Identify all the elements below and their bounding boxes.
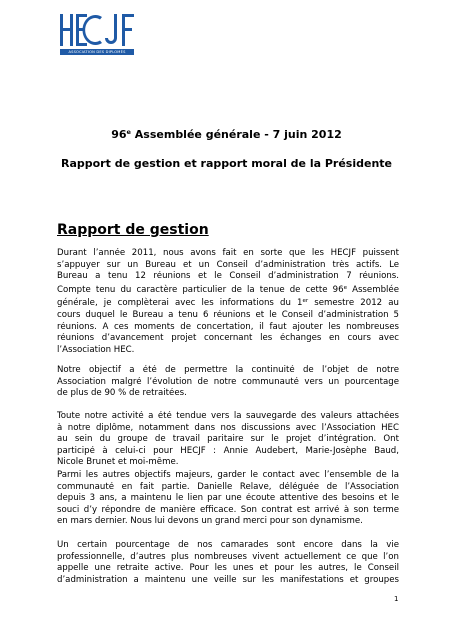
paragraph-line: participé à celui-ci pour HECJF : Annie Audebert, Marie-Josèphe Baud, [57, 445, 399, 456]
paragraph-line: Bureau a tenu 12 réunions et le Conseil d’administration 7 réunions. [57, 271, 399, 282]
paragraph-line: d’administration a maintenu une veille sur les manifestations et groupes [57, 574, 399, 585]
ordinal-suffix: er [302, 298, 309, 305]
paragraph-2 [57, 365, 399, 400]
paragraph-line: depuis 3 ans, a maintenu le lien par une écoute attentive des besoins et le [57, 493, 399, 504]
line-text: Assemblée [346, 284, 399, 295]
paragraph-line: Toute notre activité a été tendue vers la sauvegarde des valeurs attachées [57, 411, 399, 421]
paragraph-line [57, 296, 399, 310]
paragraph-line: appelle une retraite active. Pour les unes et pour les autres, le Conseil [57, 563, 399, 574]
paragraph-1 [57, 248, 399, 356]
page-number: 1 [394, 595, 399, 603]
assembly-title: Assemblée générale - 7 juin 2012 [130, 128, 342, 141]
assembly-heading [0, 128, 453, 141]
paragraph-line: en mars dernier. Nous lui devons un grand merci pour son dynamisme. [57, 516, 363, 527]
assembly-ordinal-suffix: e [126, 128, 131, 136]
section-title: Rapport de gestion [57, 222, 209, 238]
paragraph-line: Parmi les autres objectifs majeurs, garder le contact avec l’ensemble de la [57, 470, 399, 480]
report-subtitle: Rapport de gestion et rapport moral de la Présidente [60, 157, 393, 170]
paragraph-5 [57, 540, 399, 586]
paragraph-line: cours duquel le Bureau a tenu 6 réunions et le Conseil d’administration 5 [57, 309, 399, 320]
paragraph-line: réunions. A ces moments de concertation, il faut ajouter les nombreuses [57, 321, 399, 332]
paragraph-line [57, 283, 399, 297]
paragraph-line: s’appuyer sur un Bureau et un Conseil d’administration très actifs. Le [57, 259, 399, 270]
paragraph-line: réunions d’avancement projet concernant les échanges en cours avec [57, 333, 399, 344]
paragraph-4 [57, 470, 399, 528]
paragraph-line: Durant l’année 2011, nous avons fait en sorte que les HECJF puissent [57, 248, 399, 258]
paragraph-line: l’Association HEC. [57, 344, 135, 355]
paragraph-line: Nicole Brunet et moi-même. [57, 457, 179, 468]
paragraph-line: de plus de 90 % de retraitées. [57, 388, 187, 399]
line-text: semestre 2012 au [308, 298, 399, 309]
hecjf-logo-mark [60, 12, 134, 48]
paragraph-line: professionnelle, d’autres plus nombreuses vivent actuellement ce que l’on [57, 551, 399, 562]
assembly-number: 96 [111, 128, 127, 141]
line-text: Compte tenu du caractère particulier de la tenue de cette 96 [57, 284, 344, 295]
paragraph-line: communauté en fait partie. Danielle Relave, déléguée de l’Association [57, 481, 399, 492]
logo-tagline: ASSOCIATION DES DIPLOMÉS [60, 49, 134, 55]
paragraph-line: Un certain pourcentage de nos camarades sont encore dans la vie [57, 540, 399, 550]
ordinal-suffix: e [343, 284, 347, 291]
hecjf-logo [60, 12, 134, 55]
paragraph-line: à notre diplôme, notamment dans nos discussions avec l’Association HEC [57, 422, 399, 433]
paragraph-line: Association malgré l’évolution de notre communauté vers un pourcentage [57, 376, 399, 387]
paragraph-line: Notre objectif a été de permettre la continuité de l’objet de notre [57, 365, 399, 375]
paragraph-3 [57, 411, 399, 469]
paragraph-line: souci d’y répondre de manière efficace. Son contrat est arrivé à son terme [57, 504, 399, 515]
paragraph-line: au sein du groupe de travail paritaire sur le projet d’intégration. Ont [57, 434, 399, 445]
line-text: générale, je complèterai avec les informations du 1 [57, 298, 303, 309]
